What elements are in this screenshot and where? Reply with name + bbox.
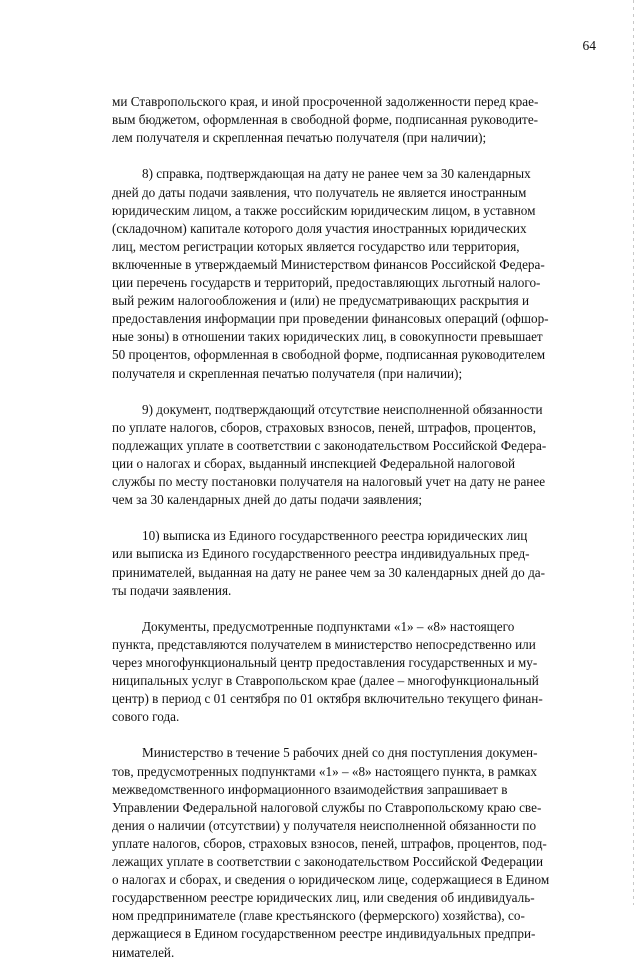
document-body bbox=[112, 75, 600, 980]
paragraph-documents-submission: Документы, предусмотренные подпунктами «1» – «8» настоящего пункта, представляются получателем в министерство непосредственно или через многофункциональный центр предоставления государственных и му- ниципальных услуг в Ставропольском крае (далее – многофункциональный центр) в период с 01 сентября по 01 октября включительно текущего финан- сового года. bbox=[112, 618, 543, 725]
page-number: 64 bbox=[582, 38, 596, 53]
paragraph-item-9: 9) документ, подтверждающий отсутствие неисполненной обязанности по уплате налогов, сборов, страховых взносов, пеней, штрафов, процентов, подлежащих уплате в соответствии с законодательством Российской Федера- ции о налогах и сборах, выданный инспекцией Федеральной налоговой службы по месту постановки получателя на налоговый учет на дату не ранее чем за 30 календарных дней до даты подачи заявления; bbox=[112, 401, 547, 508]
paragraph-item-8: 8) справка, подтверждающая на дату не ранее чем за 30 календарных дней до даты подачи заявления, что получатель не является иностранным юридическим лицом, а также российским юридическим лицом, в уставном (складочном) капитале которого доля участия иностранных юридических лиц, местом регистрации которых является государство или территория, включенные в утверждаемый Министерством финансов Российской Федера- ции перечень государств и территорий, предоставляющих льготный налого- вый режим налогообложения и (или) не предусматривающих раскрытия и предоставления информации при проведении финансовых операций (офшор- ные зоны) в отношении таких юридических лиц, в совокупности превышает 50 процентов, оформленная в свободной форме, подписанная руководителем получателя и скрепленная печатью получателя (при наличии); bbox=[112, 166, 549, 381]
paragraph-item-10: 10) выписка из Единого государственного реестра юридических лиц или выписка из Единого государственного реестра индивидуальных пред- принимателей, выданная на дату не ранее чем за 30 календарных дней до да- ты подачи заявления. bbox=[112, 528, 546, 598]
scan-edge-line bbox=[633, 0, 634, 905]
paragraph-ministry-request: Министерство в течение 5 рабочих дней со дня поступления докумен- тов, предусмотренных подпунктами «1» – «8» настоящего пункта, в рамках межведомственного информационного взаимодействия запрашивает в Управлении Федеральной налоговой службы по Ставропольскому краю све- дения о наличии (отсутствии) у получателя неисполненной обязанности по уплате налогов, сборов, страховых взносов, пеней, штрафов, процентов, под- лежащих уплате в соответствии с законодательством Российской Федерации о налогах и сборах, и сведения о юридическом лице, содержащиеся в Едином государственном реестре юридических лиц, или сведения об индивидуаль- ном предпринимателе (главе крестьянского (фермерского) хозяйства), со- держащиеся в Едином государственном реестре индивидуальных предпри- нимателей. bbox=[112, 745, 550, 960]
paragraph-continuation: ми Ставропольского края, и иной просроченной задолженности перед крае- вым бюджетом, оформленная в свободной форме, подписанная руководите- лем получателя и скрепленная печатью получателя (при наличии); bbox=[112, 94, 539, 146]
